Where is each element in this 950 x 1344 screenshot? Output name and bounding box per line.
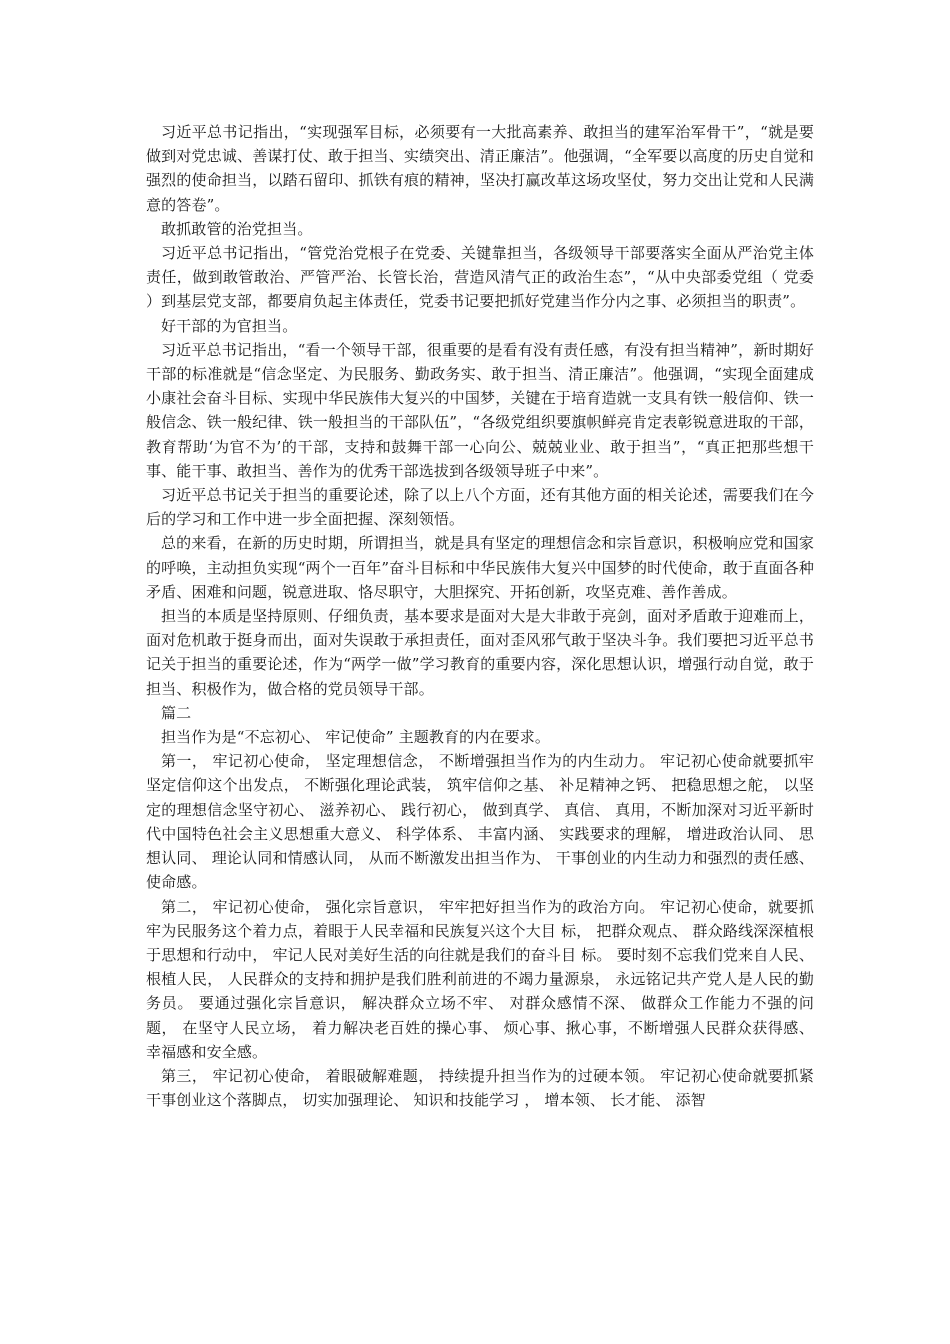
section-heading: 担当作为是“不忘初心、 牢记使命” 主题教育的内在要求。 [161, 728, 551, 747]
paragraph: 习近平总书记指出，“管党治党根子在党委、关键靠担当，各级领导干部要落实全面从严治党主体责任，做到敢管敢治、严管严治、长管长治，营造风清气正的政治生态”，“从中央部委党组（ 党委 ）到基层党支部，都要肩负起主体责任，党委书记要把抓好党建当作分内之事、必须担当的职责”。 [146, 244, 814, 311]
paragraph: 第二， 牢记初心使命， 强化宗旨意识， 牢牢把好担当作为的政治方向。 牢记初心使命，就要抓牢为民服务这个着力点，着眼于人民幸福和民族复兴这个大目 标， 把群众观点、 群众路线深深植根于思想和行动中， 牢记人民对美好生活的向往就是我们的奋斗目 标。 要时刻不忘我们党来自人民、 根植人民， 人民群众的支持和拥护是我们胜利前进的不竭力量源泉， 永远铭记共产党人是人民的勤务员。 要通过强化宗旨意识， 解决群众立场不牢、 对群众感情不深、 做群众工作能力不强的问题， 在坚守人民立场， 着力解决老百姓的操心事、 烦心事、揪心事，不断增强人民群众获得感、 幸福感和安全感。 [146, 897, 814, 1061]
paragraph: 担当的本质是坚持原则、仔细负责，基本要求是面对大是大非敢于亮剑，面对矛盾敢于迎难而上，面对危机敢于挺身而出，面对失误敢于承担责任，面对歪风邪气敢于坚决斗争。我们要把习近平总书记关于担当的重要论述，作为“两学一做”学习教育的重要内容，深化思想认识，增强行动自觉，敢于担当、积极作为，做合格的党员领导干部。 [146, 607, 814, 698]
paragraph: 第三， 牢记初心使命， 着眼破解难题， 持续提升担当作为的过硬本领。 牢记初心使命就要抓紧干事创业这个落脚点， 切实加强理论、 知识和技能学习 ， 增本领、 长才能、 添智 [146, 1066, 814, 1110]
section-heading: 好干部的为官担当。 [161, 316, 298, 335]
paragraph: 习近平总书记指出，“看一个领导干部，很重要的是看有没有责任感，有没有担当精神”，新时期好干部的标准就是“信念坚定、为民服务、勤政务实、敢于担当、清正廉洁”。他强调，“实现全面建成小康社会奋斗目标、实现中华民族伟大复兴的中国梦，关键在于培育造就一支具有铁一般信仰、铁一般信念、铁一般纪律、铁一般担当的干部队伍”，“各级党组织要旗帜鲜亮肯定表彰锐意进取的干部，教育帮助‘为官不为’的干部，支持和鼓舞干部一心向公、兢兢业业、敢于担当”，“真正把那些想干事、能干事、敢担当、善作为的优秀干部选拔到各级领导班子中来”。 [146, 340, 814, 480]
paragraph: 总的来看，在新的历史时期，所谓担当，就是具有坚定的理想信念和宗旨意识，积极响应党和国家的呼唤，主动担负实现“两个一百年”奋斗目标和中华民族伟大复兴中国梦的时代使命，敢于直面各种矛盾、困难和问题，锐意进取、恪尽职守，大胆探究、开拓创新，攻坚克难、善作善成。 [146, 534, 814, 601]
paragraph: 习近平总书记关于担当的重要论述，除了以上八个方面，还有其他方面的相关论述，需要我们在今后的学习和工作中进一步全面把握、深刻领悟。 [146, 486, 814, 529]
paragraph: 第一， 牢记初心使命， 坚定理想信念， 不断增强担当作为的内生动力。 牢记初心使命就要抓牢坚定信仰这个出发点， 不断强化理论武装， 筑牢信仰之基、 补足精神之钙、 把稳思想之舵， 以坚定的理想信念坚守初心、 滋养初心、 践行初心， 做到真学、 真信、 真用，不断加深对习近平新时代中国特色社会主义思想重大意义、 科学体系、 丰富内涵、 实践要求的理解， 增进政治认同、 思想认同、 理论认同和情感认同， 从而不断激发出担当作为、 干事创业的内生动力和强烈的责任感、 使命感。 [146, 752, 814, 892]
part-title: 篇二 [161, 703, 192, 722]
section-heading: 敢抓敢管的治党担当。 [161, 219, 313, 238]
document-body [146, 120, 814, 1112]
paragraph: 习近平总书记指出，“实现强军目标，必须要有一大批高素养、敢担当的建军治军骨干”，“就是要做到对党忠诚、善谋打仗、敢于担当、实绩突出、清正廉洁”。他强调，“全军要以高度的历史自觉和强烈的使命担当，以踏石留印、抓铁有痕的精神，坚决打赢改革这场攻坚仗，努力交出让党和人民满意的答卷”。 [146, 123, 814, 214]
